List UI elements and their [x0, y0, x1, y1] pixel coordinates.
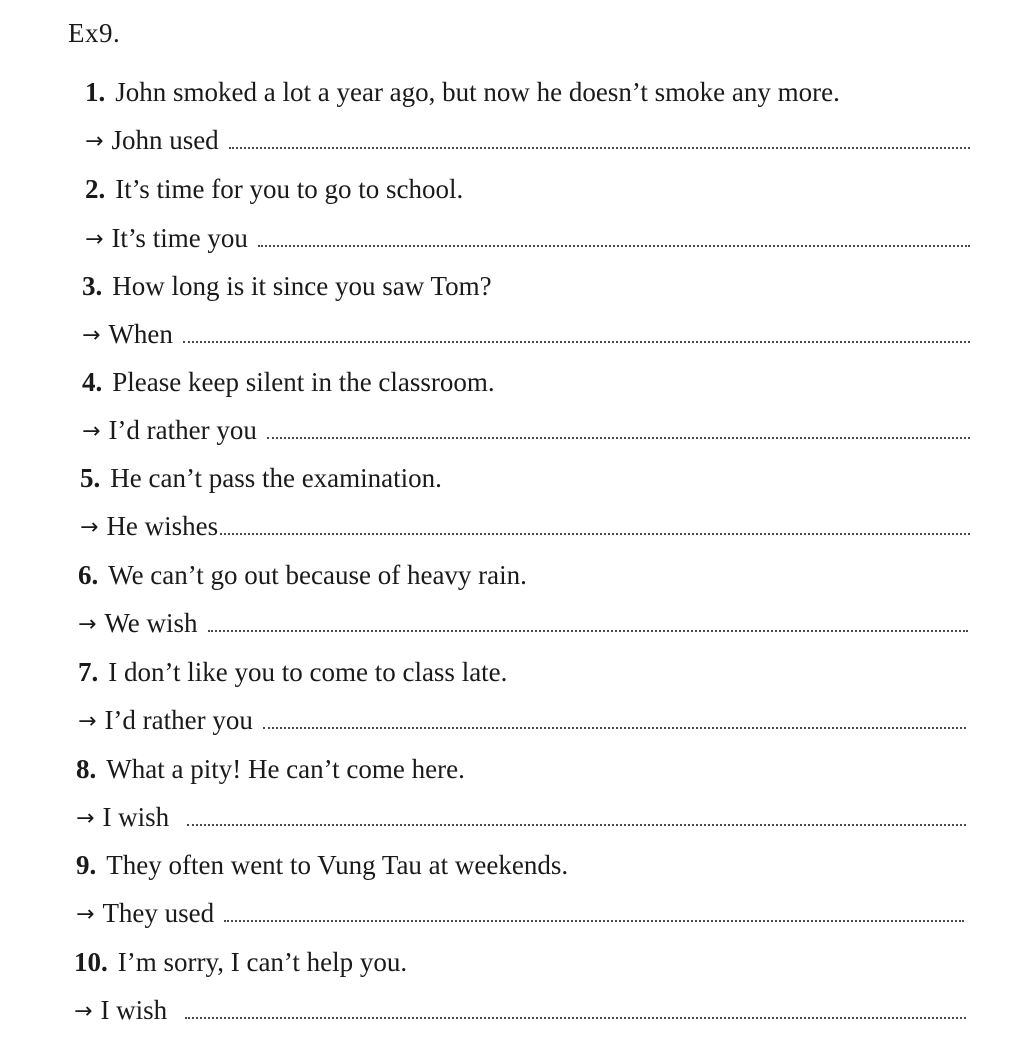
question-number: 2. — [85, 174, 106, 204]
answer-prompt: I wish — [102, 802, 170, 832]
question-sentence-10 — [74, 938, 954, 978]
arrow-icon: → — [85, 227, 104, 252]
answer-blank[interactable] — [258, 244, 970, 247]
answer-blank[interactable] — [208, 629, 968, 632]
answer-line-1[interactable] — [85, 116, 970, 156]
answer-blank[interactable] — [267, 436, 970, 439]
question-text: They often went to Vung Tau at weekends. — [106, 850, 569, 880]
question-sentence-8 — [76, 745, 956, 785]
arrow-icon: → — [82, 419, 101, 444]
arrow-icon: → — [85, 129, 104, 154]
answer-line-10[interactable] — [74, 986, 966, 1026]
answer-line-3[interactable] — [82, 310, 970, 350]
question-number: 6. — [78, 560, 99, 590]
answer-line-8[interactable] — [76, 793, 966, 833]
question-number: 10. — [74, 947, 108, 977]
answer-blank[interactable] — [187, 823, 966, 826]
page-title: Ex9. — [68, 18, 121, 48]
answer-prompt: John used — [111, 125, 219, 155]
question-number: 4. — [82, 367, 103, 397]
question-text: John smoked a lot a year ago, but now he doesn’t smoke any more. — [115, 77, 840, 107]
question-sentence-5 — [80, 454, 960, 494]
question-text: What a pity! He can’t come here. — [106, 754, 465, 784]
question-number: 3. — [82, 271, 103, 301]
arrow-icon: → — [78, 709, 97, 734]
answer-prompt: It’s time you — [111, 223, 248, 253]
question-number: 1. — [85, 77, 106, 107]
question-sentence-7 — [78, 648, 958, 688]
question-text: We can’t go out because of heavy rain. — [108, 560, 527, 590]
arrow-icon: → — [80, 515, 99, 540]
question-text: I don’t like you to come to class late. — [108, 657, 508, 687]
question-sentence-1 — [85, 68, 965, 108]
question-sentence-2 — [85, 165, 965, 205]
question-number: 9. — [76, 850, 97, 880]
question-number: 5. — [80, 463, 101, 493]
answer-blank[interactable] — [220, 532, 970, 535]
answer-line-4[interactable] — [82, 406, 970, 446]
arrow-icon: → — [74, 999, 93, 1024]
question-number: 7. — [78, 657, 99, 687]
question-number: 8. — [76, 754, 97, 784]
arrow-icon: → — [76, 806, 95, 831]
answer-line-9[interactable] — [76, 889, 964, 929]
answer-prompt: They used — [102, 898, 215, 928]
arrow-icon: → — [76, 902, 95, 927]
question-text: Please keep silent in the classroom. — [112, 367, 495, 397]
answer-prompt: He wishes — [106, 511, 219, 541]
answer-blank[interactable] — [263, 726, 966, 729]
question-sentence-4 — [82, 358, 962, 398]
answer-prompt: I wish — [100, 995, 168, 1025]
question-text: It’s time for you to go to school. — [115, 174, 464, 204]
question-text: I’m sorry, I can’t help you. — [117, 947, 408, 977]
question-text: How long is it since you saw Tom? — [112, 271, 492, 301]
answer-blank[interactable] — [185, 1016, 966, 1019]
answer-line-5[interactable] — [80, 502, 970, 542]
answer-blank[interactable] — [229, 146, 970, 149]
answer-blank[interactable] — [224, 919, 964, 922]
answer-line-2[interactable] — [85, 214, 970, 254]
answer-line-6[interactable] — [78, 599, 968, 639]
arrow-icon: → — [78, 612, 97, 637]
arrow-icon: → — [82, 323, 101, 348]
question-sentence-3 — [82, 262, 962, 302]
question-sentence-9 — [76, 841, 956, 881]
answer-blank[interactable] — [183, 340, 970, 343]
question-sentence-6 — [78, 551, 958, 591]
answer-prompt: I’d rather you — [104, 705, 253, 735]
question-text: He can’t pass the examination. — [110, 463, 442, 493]
answer-prompt: We wish — [104, 608, 198, 638]
answer-prompt: When — [108, 319, 173, 349]
answer-prompt: I’d rather you — [108, 415, 257, 445]
answer-line-7[interactable] — [78, 696, 966, 736]
